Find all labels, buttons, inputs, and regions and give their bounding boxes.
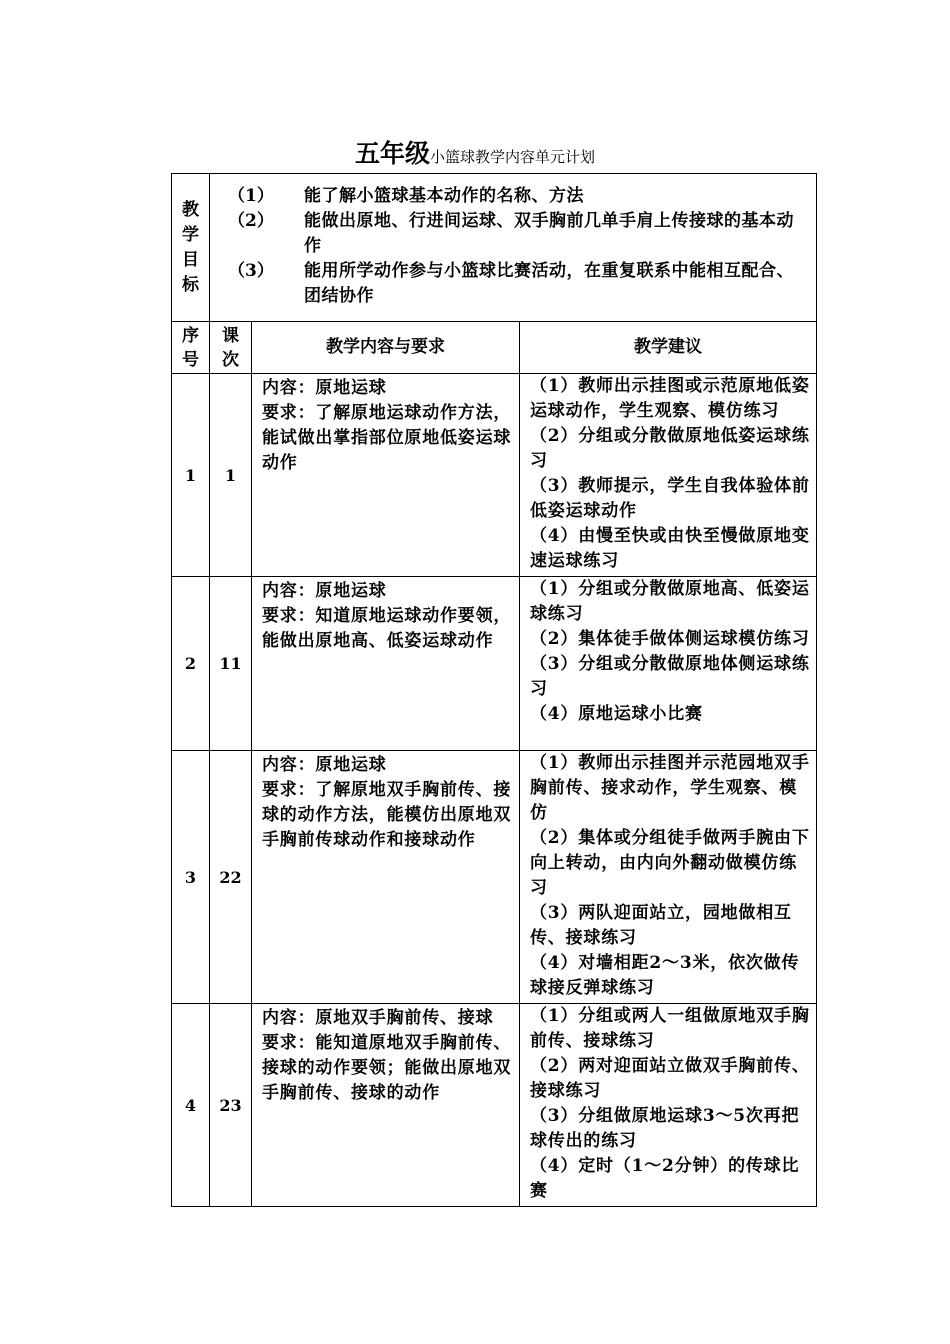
header-content: 教学内容与要求 xyxy=(252,322,520,374)
row-lesson: 22 xyxy=(210,751,252,1004)
objective-item: （3） 能用所学动作参与小篮球比赛活动，在重复联系中能相互配合、团结协作 xyxy=(228,261,794,306)
row-advice: （1）分组或两人一组做原地双手胸前传、接球练习 （2）两对迎面站立做双手胸前传、接球练习 （3）分组做原地运球3～5次再把球传出的练习 （4）定时（1～2分钟）的传球比赛 xyxy=(520,1004,817,1207)
title-subject: 小篮球教学内容单元计划 xyxy=(430,148,596,166)
header-lesson: 课 次 xyxy=(210,322,252,374)
row-advice: （1）分组或分散做原地高、低姿运球练习 （2）集体徒手做体侧运球模仿练习 （3）分组或分散做原地体侧运球练习 （4）原地运球小比赛 xyxy=(520,577,817,751)
row-lesson: 11 xyxy=(210,577,252,751)
row-lesson: 23 xyxy=(210,1004,252,1207)
unit-plan-table xyxy=(171,173,817,1207)
document-title xyxy=(0,134,950,170)
table-row xyxy=(172,374,817,577)
objective-item: （2） 能做出原地、行进间运球、双手胸前几单手肩上传接球的基本动作 xyxy=(228,211,794,256)
row-seq: 4 xyxy=(172,1004,210,1207)
row-content: 内容：原地运球 要求：了解原地运球动作方法，能试做出掌指部位原地低姿运球动作 xyxy=(252,374,520,577)
table-row xyxy=(172,577,817,751)
row-seq: 3 xyxy=(172,751,210,1004)
header-seq: 序 号 xyxy=(172,322,210,374)
table-row xyxy=(172,1004,817,1207)
row-content: 内容：原地运球 要求：知道原地运球动作要领，能做出原地高、低姿运球动作 xyxy=(252,577,520,751)
table-row xyxy=(172,751,817,1004)
header-advice: 教学建议 xyxy=(520,322,817,374)
row-seq: 1 xyxy=(172,374,210,577)
objectives-list xyxy=(210,174,817,322)
row-content: 内容：原地双手胸前传、接球 要求：能知道原地双手胸前传、接球的动作要领；能做出原地双手胸前传、接球的动作 xyxy=(252,1004,520,1207)
title-grade: 五年级 xyxy=(354,139,430,168)
row-content: 内容：原地运球 要求：了解原地双手胸前传、接球的动作方法，能模仿出原地双手胸前传球动作和接球动作 xyxy=(252,751,520,1004)
header-row xyxy=(172,322,817,374)
objectives-row xyxy=(172,174,817,322)
row-advice: （1）教师出示挂图或示范原地低姿运球动作，学生观察、模仿练习 （2）分组或分散做原地低姿运球练习 （3）教师提示，学生自我体验体前低姿运球动作 （4）由慢至快或由快至慢做原地变速运球练习 xyxy=(520,374,817,577)
row-seq: 2 xyxy=(172,577,210,751)
row-lesson: 1 xyxy=(210,374,252,577)
objective-item: （1） 能了解小篮球基本动作的名称、方法 xyxy=(228,186,584,206)
objectives-label: 教 学 目 标 xyxy=(172,174,210,322)
row-advice: （1）教师出示挂图并示范园地双手胸前传、接求动作，学生观察、模仿 （2）集体或分组徒手做两手腕由下向上转动，由内向外翻动做模仿练习 （3）两队迎面站立，园地做相互传、接球练习 （4）对墙相距2～3米，依次做传球接反弹球练习 xyxy=(520,751,817,1004)
